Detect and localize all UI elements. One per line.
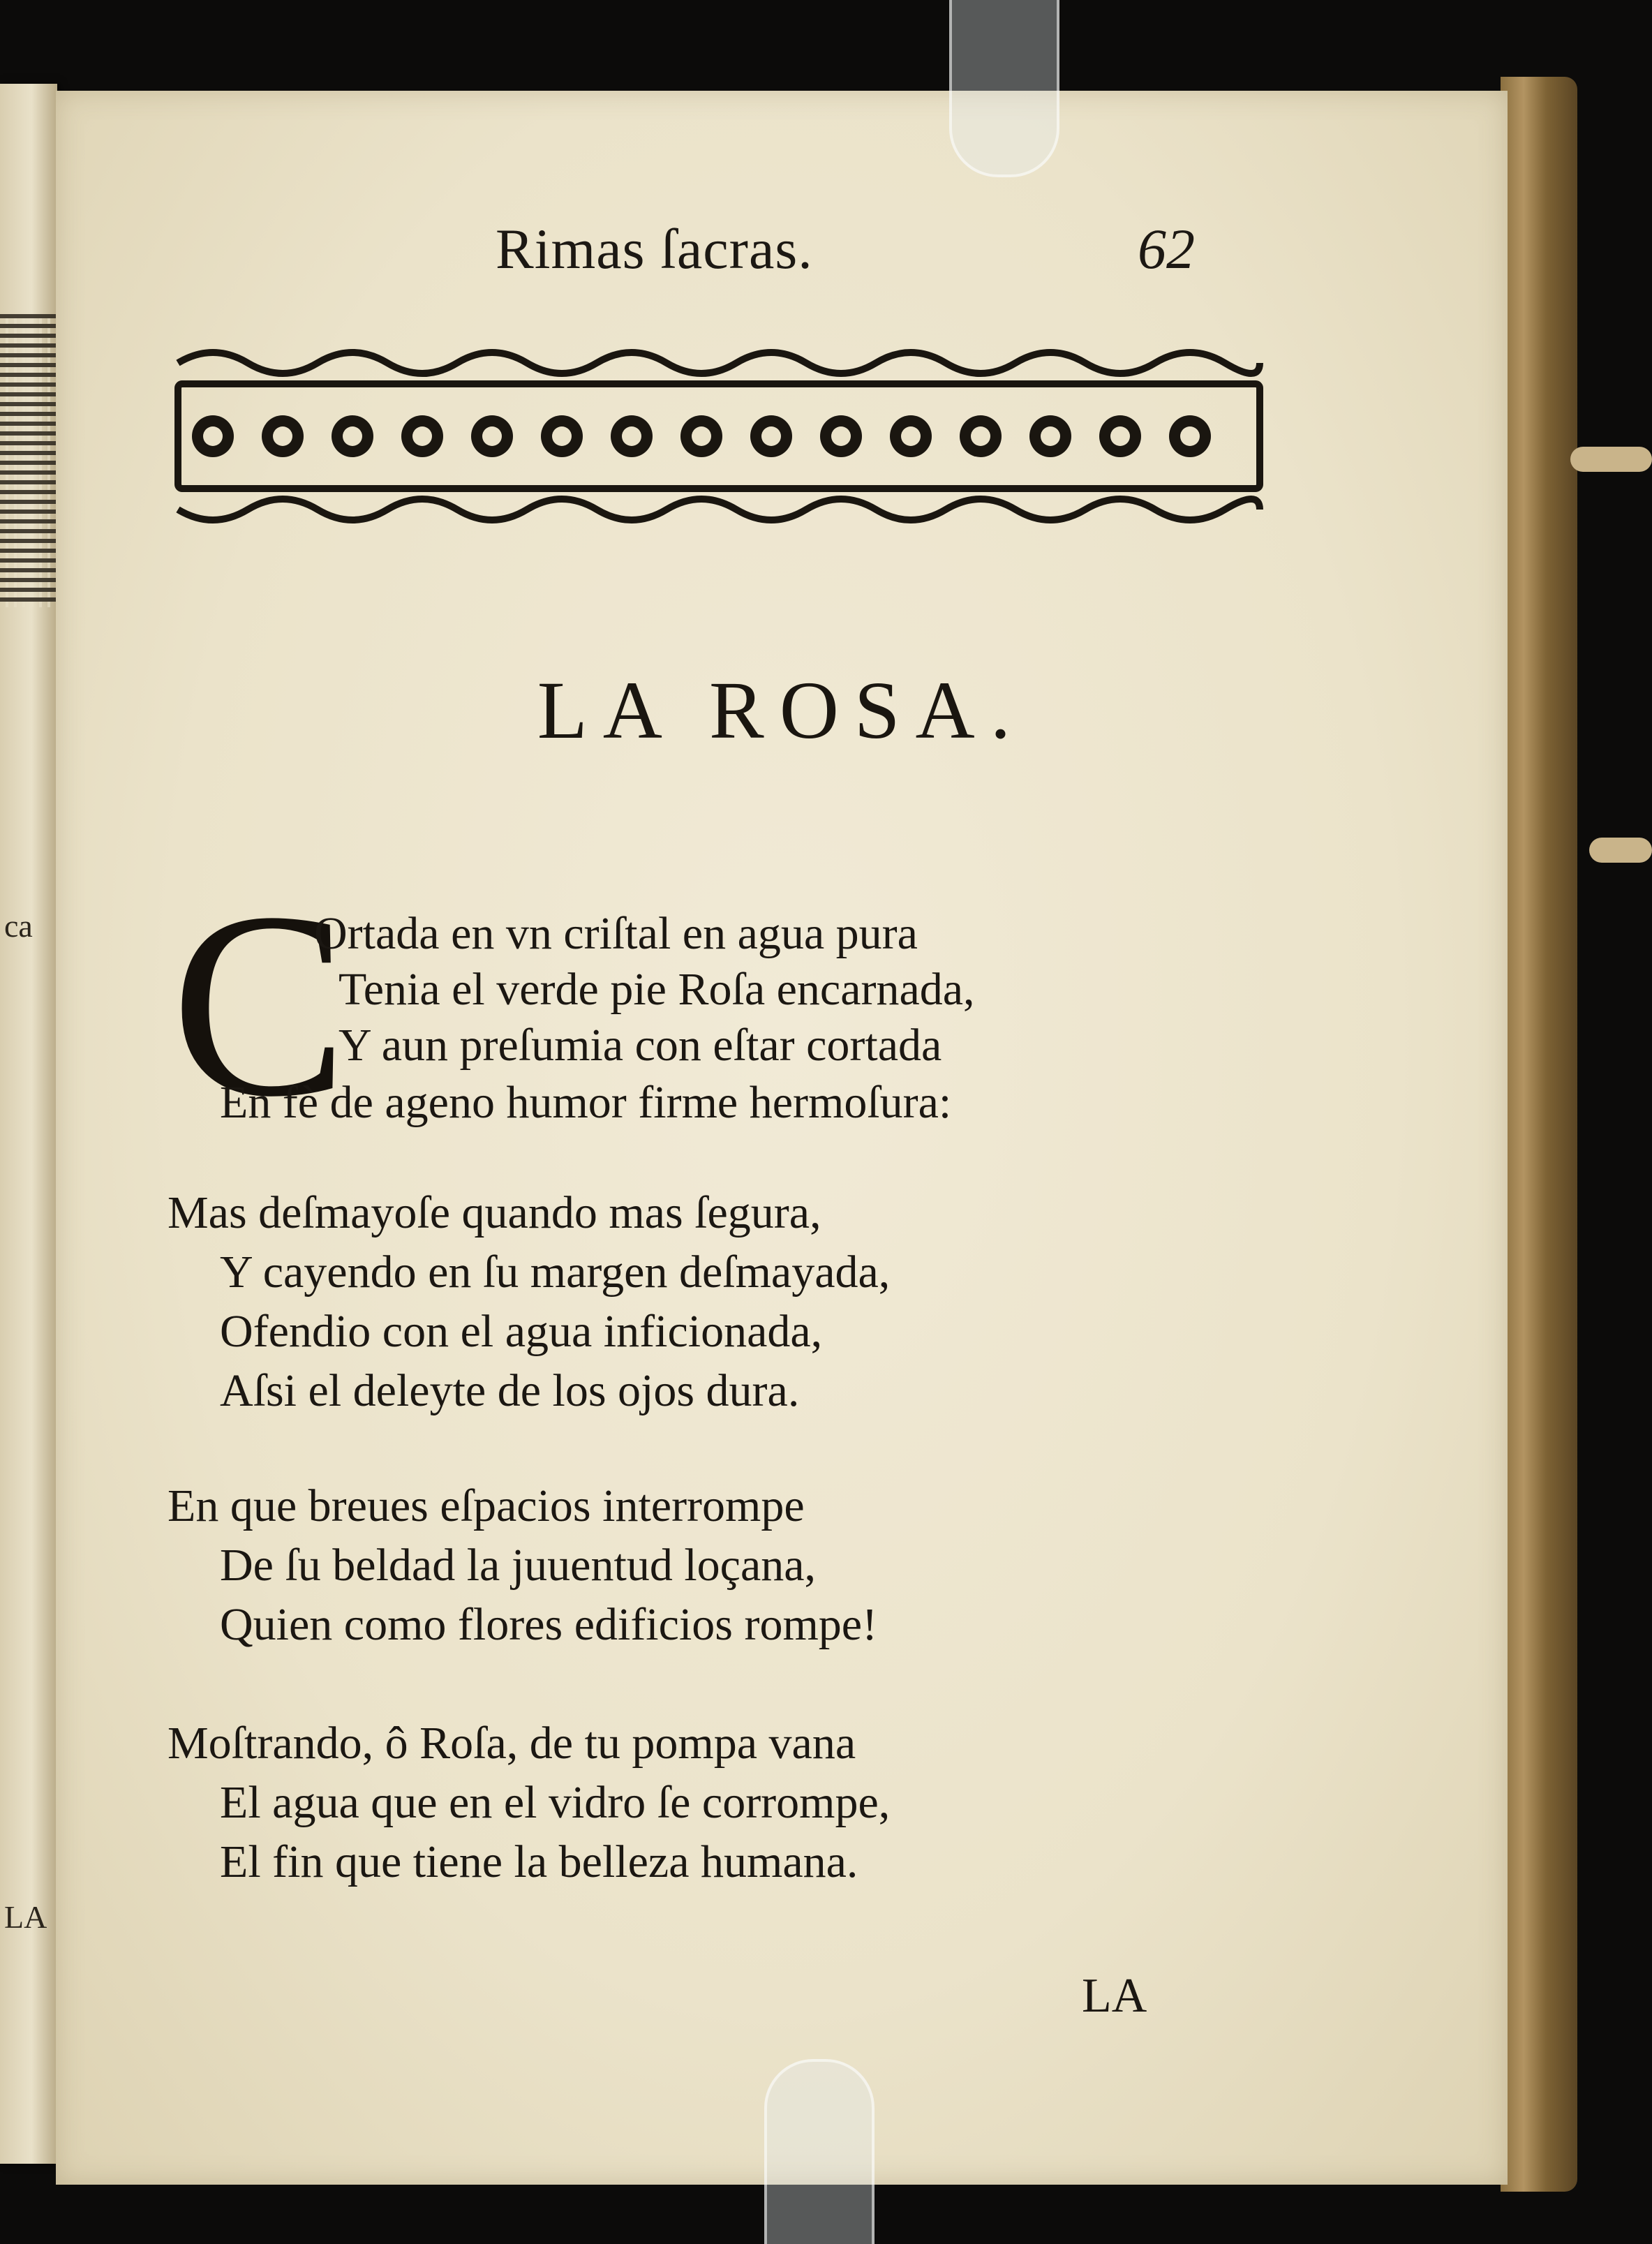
verse-line: El fin que tiene la belleza humana. bbox=[220, 1836, 858, 1887]
page-edges bbox=[1501, 77, 1577, 2192]
left-facing-page bbox=[0, 84, 57, 2164]
verse-line: Y aun preſumia con eſtar cortada bbox=[338, 1020, 942, 1071]
drop-cap-initial: C bbox=[171, 858, 348, 1152]
binding-tie-lower bbox=[1589, 838, 1652, 863]
binding-tie bbox=[1570, 447, 1652, 472]
page-clip-bottom bbox=[764, 2059, 875, 2244]
book-page bbox=[56, 91, 1508, 2185]
decorative-headpiece bbox=[171, 335, 1267, 537]
verse-line: Ofendio con el agua inficionada, bbox=[220, 1306, 823, 1357]
running-title: Rimas ſacras. bbox=[496, 217, 813, 281]
catchword: LA bbox=[1082, 1969, 1147, 2023]
verse-line: Y cayendo en ſu margen deſmayada, bbox=[220, 1247, 891, 1298]
page-clip-top bbox=[949, 0, 1059, 177]
page-number: 62 bbox=[1138, 217, 1195, 281]
poem-title: LA ROSA. bbox=[537, 664, 1027, 756]
verse-line: Tenia el verde pie Roſa encarnada, bbox=[338, 964, 975, 1015]
verse-line: Quien como flores edificios rompe! bbox=[220, 1599, 878, 1650]
verse-line: En que breues eſpacios interrompe bbox=[168, 1480, 805, 1531]
verse-line: Moſtrando, ô Roſa, de tu pompa vana bbox=[168, 1718, 856, 1769]
verse-line: Aſsi el deleyte de los ojos dura. bbox=[220, 1365, 800, 1416]
left-page-catchword: LA bbox=[4, 1899, 47, 1935]
verse-line: El agua que en el vidro ſe corrompe, bbox=[220, 1777, 891, 1828]
verse-line: Ortada en vn criſtal en agua pura bbox=[314, 908, 918, 959]
verse-line: En fè de ageno humor firme hermoſura: bbox=[220, 1077, 952, 1128]
verse-line: Mas deſmayoſe quando mas ſegura, bbox=[168, 1187, 821, 1238]
left-page-ornament bbox=[0, 314, 57, 607]
left-page-fragment: ca bbox=[4, 908, 33, 944]
verse-line: De ſu beldad la juuentud loçana, bbox=[220, 1540, 817, 1591]
